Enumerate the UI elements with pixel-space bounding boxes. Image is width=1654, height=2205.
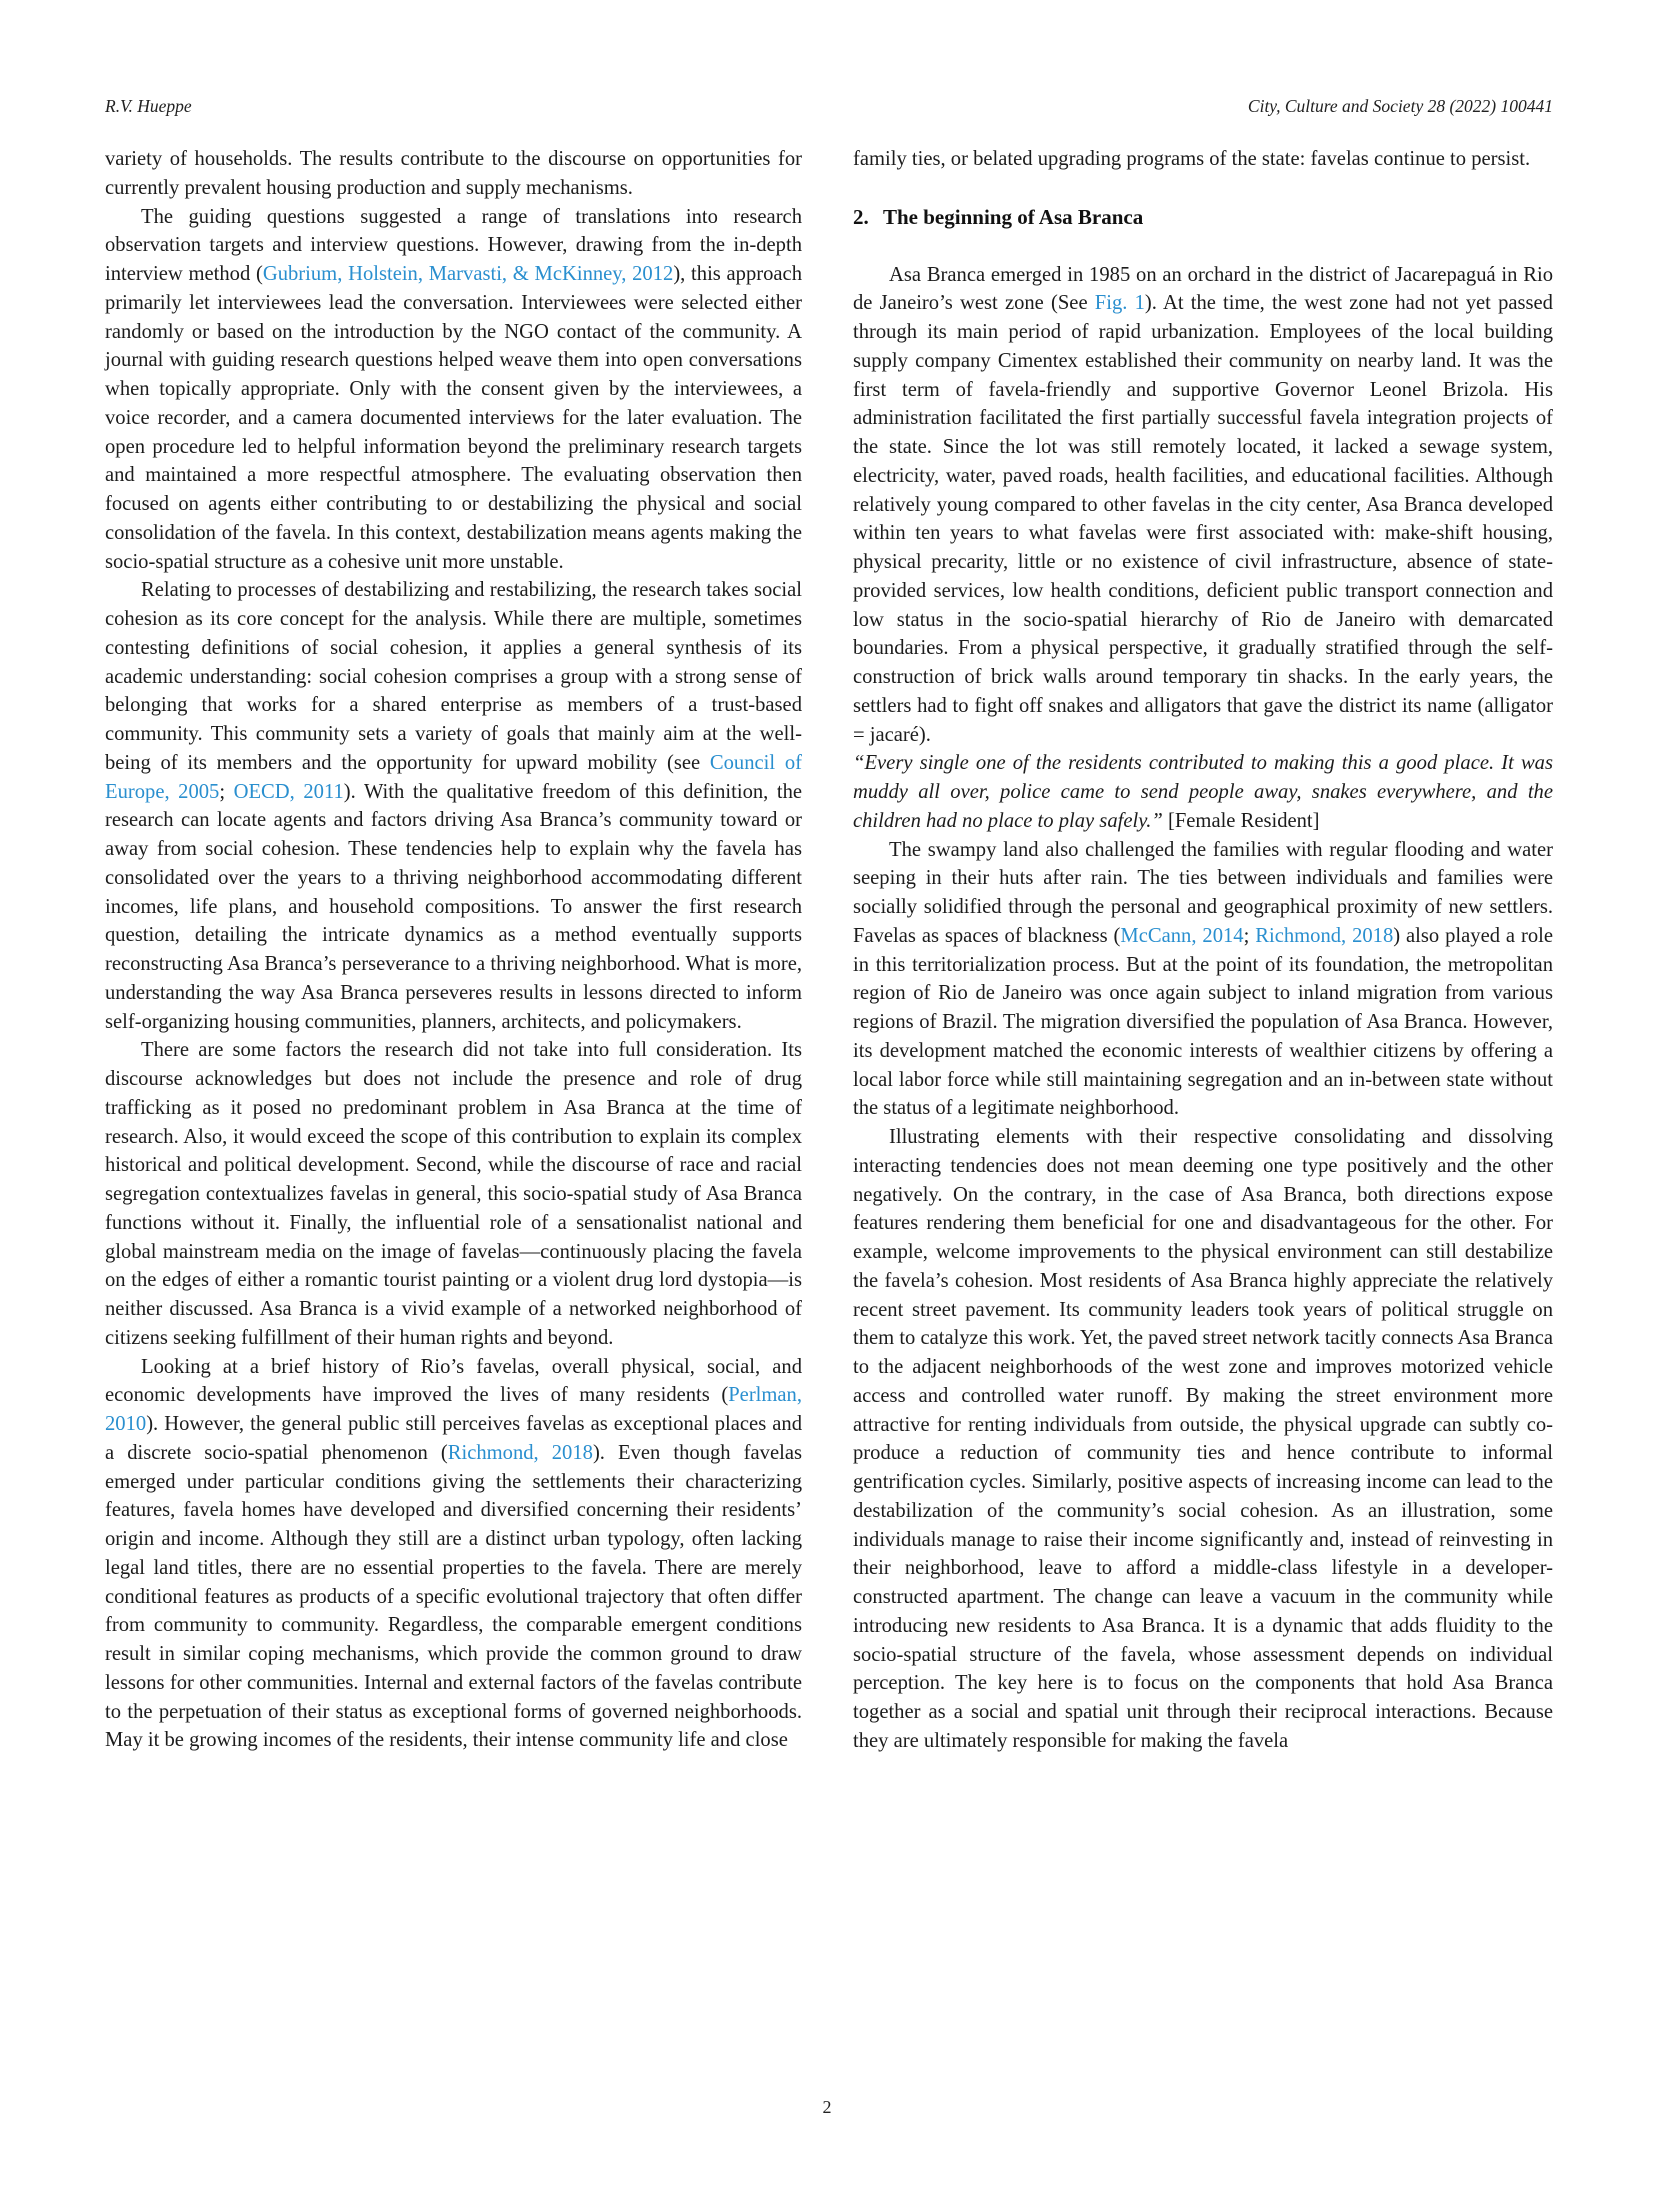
citation-link-richmond-2018[interactable]: Richmond, 2018 [447, 1441, 593, 1464]
section-number: 2. [853, 204, 869, 229]
paragraph-text: Looking at a brief history of Rio’s favelas, overall physical, social, and economic developments have improved the lives of many residents ( [105, 1355, 802, 1407]
paragraph-continued: family ties, or belated upgrading programs of the state: favelas continue to persist. [853, 148, 1531, 170]
citation-link-mccann-2014[interactable]: McCann, 2014 [1120, 924, 1244, 947]
paragraph-asa-branca-origin [853, 261, 1553, 750]
paragraph-text: ). With the qualitative freedom of this definition, the research can locate agents and factors driving Asa Branca’s community toward or away from social cohesion. These tendencies help to explain why the favela has consolidated over the years to a thriving neighborhood accommodating different incomes, life plans, and household compositions. To answer the first research question, detailing the intricate dynamics as a method eventually supports reconstructing Asa Branca’s perseverance to a thriving neighborhood. What is more, understanding the way Asa Branca perseveres results in lessons directed to inform self-organizing housing communities, planners, architects, and policymakers. [105, 780, 803, 1033]
paragraph-limitations: There are some factors the research did not take into full consideration. Its discourse acknowledges but does not include the presence and role of drug trafficking as it posed no predominant problem in Asa Branca at the time of research. Also, it would exceed the scope of this contribution to explain its complex historical and political development. Second, while the discourse of race and racial segregation contextualizes favelas in general, this socio-spatial study of Asa Branca functions without it. Finally, the influential role of a sensationalist national and global mainstream media on the image of favelas—continuously placing the favela on the edges of either a romantic tourist painting or a violent drug lord dystopia—is neither discussed. Asa Branca is a vivid example of a networked neighborhood of citizens seeking fulfillment of their human rights and beyond. [105, 1039, 802, 1349]
section-heading [853, 203, 1553, 232]
page-number: 2 [822, 2097, 832, 2117]
citation-separator: ; [219, 780, 234, 803]
paragraph-text: Relating to processes of destabilizing and restabilizing, the research takes social cohesion as its core concept for the analysis. While there are multiple, sometimes contesting definitions of social cohesion, it applies a general synthesis of its academic understanding: social cohesion comprises a group with a strong sense of belonging that works for a shared enterprise as members of a trust-based community. This community sets a variety of goals that mainly aim at the well-being of its members and the opportunity for upward mobility (see [105, 579, 802, 774]
quote-text: “Every single one of the residents contributed to making this a good place. It was muddy all over, police came to send people away, snakes everywhere, and the children had no place to play safely.” [853, 752, 1553, 832]
citation-link-perlman-2010[interactable]: Perlman, 2010 [105, 1384, 802, 1435]
paragraph-social-cohesion [105, 576, 802, 1036]
paragraph-text: ). However, the general public still perceives favelas as exceptional places and a discrete socio-spatial phenomenon ( [105, 1413, 802, 1464]
paragraph-text: Asa Branca emerged in 1985 on an orchard in the district of Jacarepaguá in Rio de Janeiro’s west zone (See [853, 263, 1553, 315]
paragraph-continued: variety of households. The results contribute to the discourse on opportunities for currently prevalent housing production and supply mechanisms. [105, 148, 802, 199]
paragraph-interview-method [105, 203, 802, 577]
figure-link-fig-1[interactable]: Fig. 1 [1094, 292, 1145, 315]
citation-link-council-of-europe-2005[interactable]: Council of Europe, 2005 [105, 751, 803, 803]
citation-link-gubrium-2012[interactable]: Gubrium, Holstein, Marvasti, & McKinney, 2012 [262, 263, 674, 285]
paragraph-text: The swampy land also challenged the families with regular flooding and water seeping in their huts after rain. The ties between individuals and families were socially solidified through the personal and geographical proximity of new settlers. Favelas as spaces of blackness ( [853, 838, 1553, 947]
citation-link-richmond-2018[interactable]: Richmond, 2018 [1255, 924, 1394, 947]
citation-link-oecd-2011[interactable]: OECD, 2011 [233, 780, 344, 803]
paragraph-text: ). Even though favelas emerged under particular conditions giving the settlements their characterizing features, favela homes have developed and diversified concerning their residents’ origin and income. Although they still are a distinct urban typology, often lacking legal land titles, there are no essential properties to the favela. There are merely conditional features as products of a specific evolutional trajectory that often differ from community to community. Regardless, the comparable emergent conditions result in similar coping mechanisms, which provide the common ground to draw lessons for other communities. Internal and external factors of the favelas contribute to the perpetuation of their status as exceptional forms of governed neighborhoods. May it be growing incomes of the residents, their intense community life and close [105, 1441, 802, 1752]
paragraph-interacting-tendencies: Illustrating elements with their respective consolidating and dissolving interacting tendencies does not mean deeming one type positively and the other negatively. On the contrary, in the case of Asa Branca, both directions expose features rendering them beneficial for one and disadvantageous for the other. For example, welcome improvements to the physical environment can still destabilize the favela’s cohesion. Most residents of Asa Branca highly appreciate the relatively recent street pavement. Its community leaders took years of political struggle on them to catalyze this work. Yet, the paved street network tacitly connects Asa Branca to the adjacent neighborhoods of the west zone and improves motorized vehicle access and controlled water runoff. By making the street environment more attractive for renting individuals from outside, the physical upgrade can subtly co-produce a reduction of community ties and hence contribute to informal gentrification cycles. Similarly, positive aspects of increasing income can lead to the destabilization of the community’s social cohesion. As an illustration, some individuals manage to raise their income significantly and, instead of reinvesting in their neighborhood, leave to afford a middle-class lifestyle in a developer-constructed apartment. The change can leave a vacuum in the community while introducing new residents to Asa Branca. It is a dynamic that adds fluidity to the socio-spatial structure of the favela, whose assessment depends on individual perception. The key here is to focus on the components that hold Asa Branca together as a social and spatial unit through their reciprocal interactions. Because they are ultimately responsible for making the favela [853, 1126, 1553, 1752]
running-head-author: R.V. Hueppe [105, 96, 192, 116]
paragraph-swampy-land [853, 836, 1553, 1124]
paragraph-text: ), this approach primarily let interviewees lead the conversation. Interviewees were selected either randomly or based on the introduction by the NGO contact of the community. A journal with guiding research questions helped weave them into open conversations when topically appropriate. Only with the consent given by the interviewees, a voice recorder, and a camera documented interviews for the later evaluation. The open procedure led to helpful information beyond the preliminary research targets and maintained a more respectful atmosphere. The evaluating observation then focused on agents either contributing to or destabilizing the physical and social consolidation of the favela. In this context, destabilization means agents making the socio-spatial structure as a cohesive unit more unstable. [105, 263, 802, 573]
citation-separator: ; [1243, 924, 1256, 947]
paragraph-favela-history [105, 1353, 802, 1756]
paragraph-text: The guiding questions suggested a range of translations into research observation targets and interview questions. However, drawing from the in-depth interview method ( [105, 205, 802, 285]
paragraph-text: ) also played a role in this territorialization process. But at the point of its foundation, the metropolitan region of Rio de Janeiro was once again subject to inland migration from various regions of Brazil. The migration diversified the population of Asa Branca. However, its development matched the economic interests of wealthier citizens by offering a local labor force while still maintaining segregation and an in-between state without the status of a legitimate neighborhood. [853, 924, 1553, 1120]
right-column [853, 145, 1553, 1756]
quote-attribution: [Female Resident] [1167, 809, 1320, 832]
left-column [105, 145, 802, 1755]
paragraph-text: ). At the time, the west zone had not yet passed through its main period of rapid urbanization. Employees of the local building supply company Cimentex established their community on nearby land. It was the first term of favela-friendly and supportive Governor Leonel Brizola. His administration facilitated the first partially successful favela integration projects of the state. Since the lot was still remotely located, it lacked a sewage system, electricity, water, paved roads, health facilities, and educational facilities. Although relatively young compared to other favelas in the city center, Asa Branca developed within ten years to what favelas were first associated with: make-shift housing, physical precarity, little or no existence of civil infrastructure, absence of state-provided services, low health conditions, deficient public transport connection and low status in the socio-spatial hierarchy of Rio de Janeiro with demarcated boundaries. From a physical perspective, it gradually stratified through the self-construction of brick walls around temporary tin shacks. In the early years, the settlers had to fight off snakes and alligators that gave the district its name (alligator = jacaré). [853, 292, 1553, 746]
section-title: The beginning of Asa Branca [883, 204, 1144, 229]
resident-quote [853, 749, 1553, 835]
running-head-journal: City, Culture and Society 28 (2022) 100441 [1247, 96, 1553, 116]
